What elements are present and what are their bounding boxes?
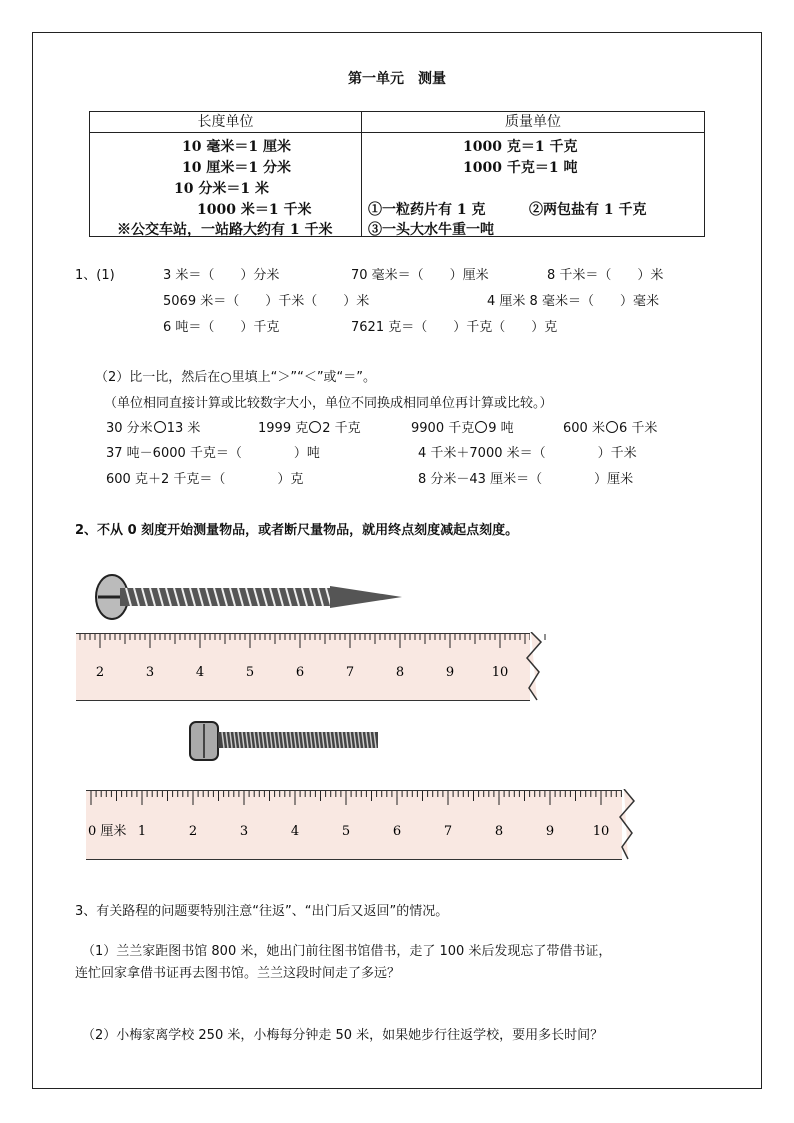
- ruler-label: 10: [592, 824, 610, 839]
- mass-line: 1000 克＝1 千克: [463, 139, 578, 155]
- ruler2-edge: [614, 789, 638, 860]
- q1-item: 70 毫米＝（ ）厘米: [351, 268, 489, 283]
- compare-left: 30 分米: [106, 421, 153, 436]
- q1-part2-note: （单位相同直接计算或比较数字大小，单位不同换成相同单位再计算或比较。）: [104, 396, 553, 411]
- q1-item: 8 千米＝（ ）米: [547, 268, 664, 283]
- q3-p1-line1: （1）兰兰家距图书馆 800 米，她出门前往图书馆借书，走了 100 米后发现忘了带借书证，: [82, 944, 612, 959]
- compare-right: 13 米: [166, 421, 201, 436]
- calc-item: 8 分米－43 厘米＝（ ）厘米: [418, 472, 634, 487]
- length-line: 10 分米＝1 米: [174, 181, 269, 197]
- ruler-label: 2: [95, 665, 105, 680]
- calc-item: 600 克＋2 千克＝（ ）克: [106, 472, 304, 487]
- ruler-label: 2: [188, 824, 198, 839]
- ruler-label: 6: [392, 824, 402, 839]
- compare-item: [258, 417, 361, 436]
- ruler-label: 10: [491, 665, 509, 680]
- ruler-label: 6: [295, 665, 305, 680]
- unit-title: 第一单元 测量: [348, 71, 446, 87]
- mass-example: ②两包盐有 1 千克: [529, 202, 647, 218]
- ruler-label: 5: [245, 665, 255, 680]
- ruler-label: 9: [545, 824, 555, 839]
- ruler-label: 0 厘米: [88, 824, 127, 839]
- q1-item: 5069 米＝（ ）千米（ ）米: [163, 294, 370, 309]
- q1-item: 4 厘米 8 毫米＝（ ）毫米: [487, 294, 659, 309]
- ruler-break-edge: [523, 632, 545, 701]
- compare-circle[interactable]: [606, 421, 618, 433]
- compare-item: [106, 417, 200, 436]
- q1-part2-title: （2）比一比，然后在○里填上“＞”“＜”或“＝”。: [95, 370, 377, 385]
- length-line: 1000 米＝1 千米: [197, 202, 312, 218]
- screw-image: [90, 572, 410, 622]
- ruler-label: 4: [290, 824, 300, 839]
- q1-label: 1、(1): [75, 268, 115, 283]
- ruler-label: 7: [345, 665, 355, 680]
- ruler-label: 4: [195, 665, 205, 680]
- q2-title: 2、不从 0 刻度开始测量物品，或者断尺量物品，就用终点刻度减起点刻度。: [75, 523, 519, 538]
- compare-left: 600 米: [563, 421, 605, 436]
- mass-example: ①一粒药片有 1 克: [368, 202, 486, 218]
- units-table: [89, 111, 705, 237]
- ruler1-svg: [76, 634, 546, 700]
- q1-item: 3 米＝（ ）分米: [163, 268, 280, 283]
- ruler-label: 5: [341, 824, 351, 839]
- length-header: 长度单位: [90, 112, 362, 133]
- ruler-label: 8: [395, 665, 405, 680]
- compare-right: 9 吨: [488, 421, 514, 436]
- mass-header: 质量单位: [362, 112, 705, 133]
- length-note: ※公交车站，一站路大约有 1 千米: [117, 222, 333, 238]
- ruler-label: 8: [494, 824, 504, 839]
- mass-line: 1000 千克＝1 吨: [463, 160, 578, 176]
- q1-item: 6 吨＝（ ）千克: [163, 320, 280, 335]
- bolt-image: [186, 718, 382, 764]
- length-line: 10 毫米＝1 厘米: [182, 139, 291, 155]
- compare-item: [411, 417, 514, 436]
- compare-right: 6 千米: [618, 421, 658, 436]
- ruler-label: 3: [239, 824, 249, 839]
- ruler-label: 1: [137, 824, 147, 839]
- compare-circle[interactable]: [309, 421, 321, 433]
- calc-item: 4 千米＋7000 米＝（ ）千米: [418, 446, 637, 461]
- q1-item: 7621 克＝（ ）千克（ ）克: [351, 320, 558, 335]
- compare-right: 2 千克: [322, 421, 361, 436]
- q3-p2: （2）小梅家离学校 250 米，小梅每分钟走 50 米，如果她步行往返学校，要用多长时间？: [82, 1028, 604, 1043]
- length-line: 10 厘米＝1 分米: [182, 160, 291, 176]
- ruler2-svg: [86, 791, 626, 859]
- q3-p1-line2: 连忙回家拿借书证再去图书馆。兰兰这段时间走了多远？: [75, 966, 401, 981]
- ruler-full: [86, 790, 622, 860]
- compare-item: [563, 417, 657, 436]
- ruler-broken: [76, 633, 531, 701]
- compare-circle[interactable]: [154, 421, 166, 433]
- ruler-label: 9: [445, 665, 455, 680]
- ruler-label: 7: [443, 824, 453, 839]
- ruler-label: 3: [145, 665, 155, 680]
- mass-example: ③一头大水牛重一吨: [368, 222, 494, 238]
- calc-item: 37 吨－6000 千克＝（ ）吨: [106, 446, 320, 461]
- compare-circle[interactable]: [475, 421, 487, 433]
- q3-title: 3、有关路程的问题要特别注意“往返”、“出门后又返回”的情况。: [75, 904, 449, 919]
- compare-left: 1999 克: [258, 421, 309, 436]
- compare-left: 9900 千克: [411, 421, 475, 436]
